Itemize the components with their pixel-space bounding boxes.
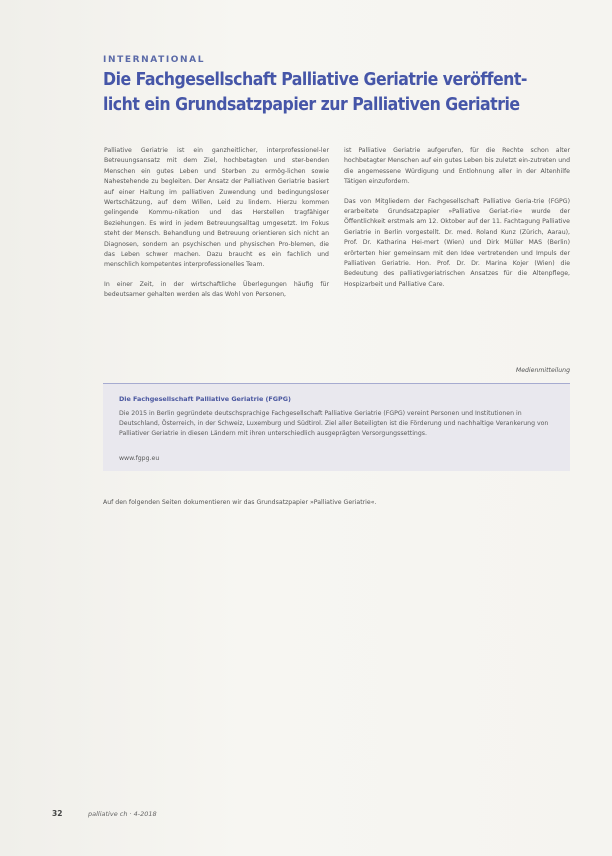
info-box-title: Die Fachgesellschaft Palliative Geriatrie (FGPG) (119, 395, 291, 403)
section-label: INTERNATIONAL (103, 55, 206, 65)
paragraph: In einer Zeit, in der wirtschaftliche Überlegungen häufig für bedeutsamer gehalten werden als das Wohl von Personen, (104, 280, 329, 299)
journal-name: palliative ch · 4-2018 (88, 810, 157, 818)
paragraph: Das von Mitgliedern der Fachgesellschaft Palliative Geria-trie (FGPG) erarbeitete Grundsatzpapier »Palliative Geriat-rie« wurde der Öffentlichkeit erstmals am 12. Oktober auf der 11. Fachtagung Palliative Geriatrie in Berlin vorgestellt. Dr. med. Roland Kunz (Zürich, Aarau), Prof. Dr. Katharina Hei-mert (Wien) und Dirk Müller MAS (Berlin) erörterten hier gemeinsam mit den Idee vertretenden und Impuls der Palliativen Geriatrie. Hon. Prof. Dr. Dr. Marina Kojer (Wien) die Bedeutung des palliativgeriatrischen Ansatzes für die Altenpflege, Hospizarbeit und Palliative Care. (344, 197, 570, 288)
headline (103, 68, 573, 118)
footnote: Auf den folgenden Seiten dokumentieren wir das Grundsatzpapier »Palliative Geriatrie«. (103, 499, 377, 506)
paragraph: ist Palliative Geriatrie aufgerufen, für die Rechte schon alter hochbetagter Menschen auf ein gutes Leben bis zuletzt ein-zutreten und die angemessene Würdigung und Entlohnung aller in der Altenhilfe Tätigen einzufordern. (344, 147, 570, 186)
headline-line-1: Die Fachgesellschaft Palliative Geriatrie veröffent- (103, 70, 527, 90)
byline: Medienmitteilung (515, 367, 570, 374)
page-number: 32 (52, 809, 63, 818)
info-box-text: Die 2015 in Berlin gegründete deutschsprachige Fachgesellschaft Palliative Geriatrie (FGPG) vereint Personen und Institutionen in Deutschland, Österreich, in der Schweiz, Luxemburg und Südtirol. Ziel aller Beteiligten ist die Förderung und nachhaltige Verankerung von Palliativer Geriatrie in diesen Ländern mit ihren unterschiedlich ausgeprägten Versorgungssettings. (119, 410, 549, 438)
headline-line-2: licht ein Grundsatzpapier zur Palliativen Geriatrie (103, 95, 520, 115)
text-column-right (344, 146, 570, 299)
paragraph: Palliative Geriatrie ist ein ganzheitlicher, interprofessionel-ler Betreuungsansatz mit dem Ziel, hochbetagten und ster-benden Menschen ein gutes Leben und Sterben zu ermög-lichen sowie Nahestehende zu begleiten. Der Ansatz der Palliativen Geriatrie basiert auf einer Haltung im palliativen Zuwendung und bedingungsloser Wertschätzung, auf dem Willen, Leid zu lindern. Hierzu kommen gelingende Kommu-nikation und das Herstellen tragfähiger Beziehungen. Es wird in jedem Betreuungsalltag umgesetzt. Im Fokus steht der Mensch. Behandlung und Betreuung orientieren sich nicht an Diagnosen, sondern an psychischen und physischen Pro-blemen, die das Leben schwer machen. Dazu braucht es ein fachlich und menschlich kompetentes interprofessionelles Team. (104, 147, 329, 269)
info-box (103, 383, 570, 471)
info-box-link[interactable]: www.fgpg.eu (119, 455, 160, 462)
text-column-left (104, 146, 329, 310)
